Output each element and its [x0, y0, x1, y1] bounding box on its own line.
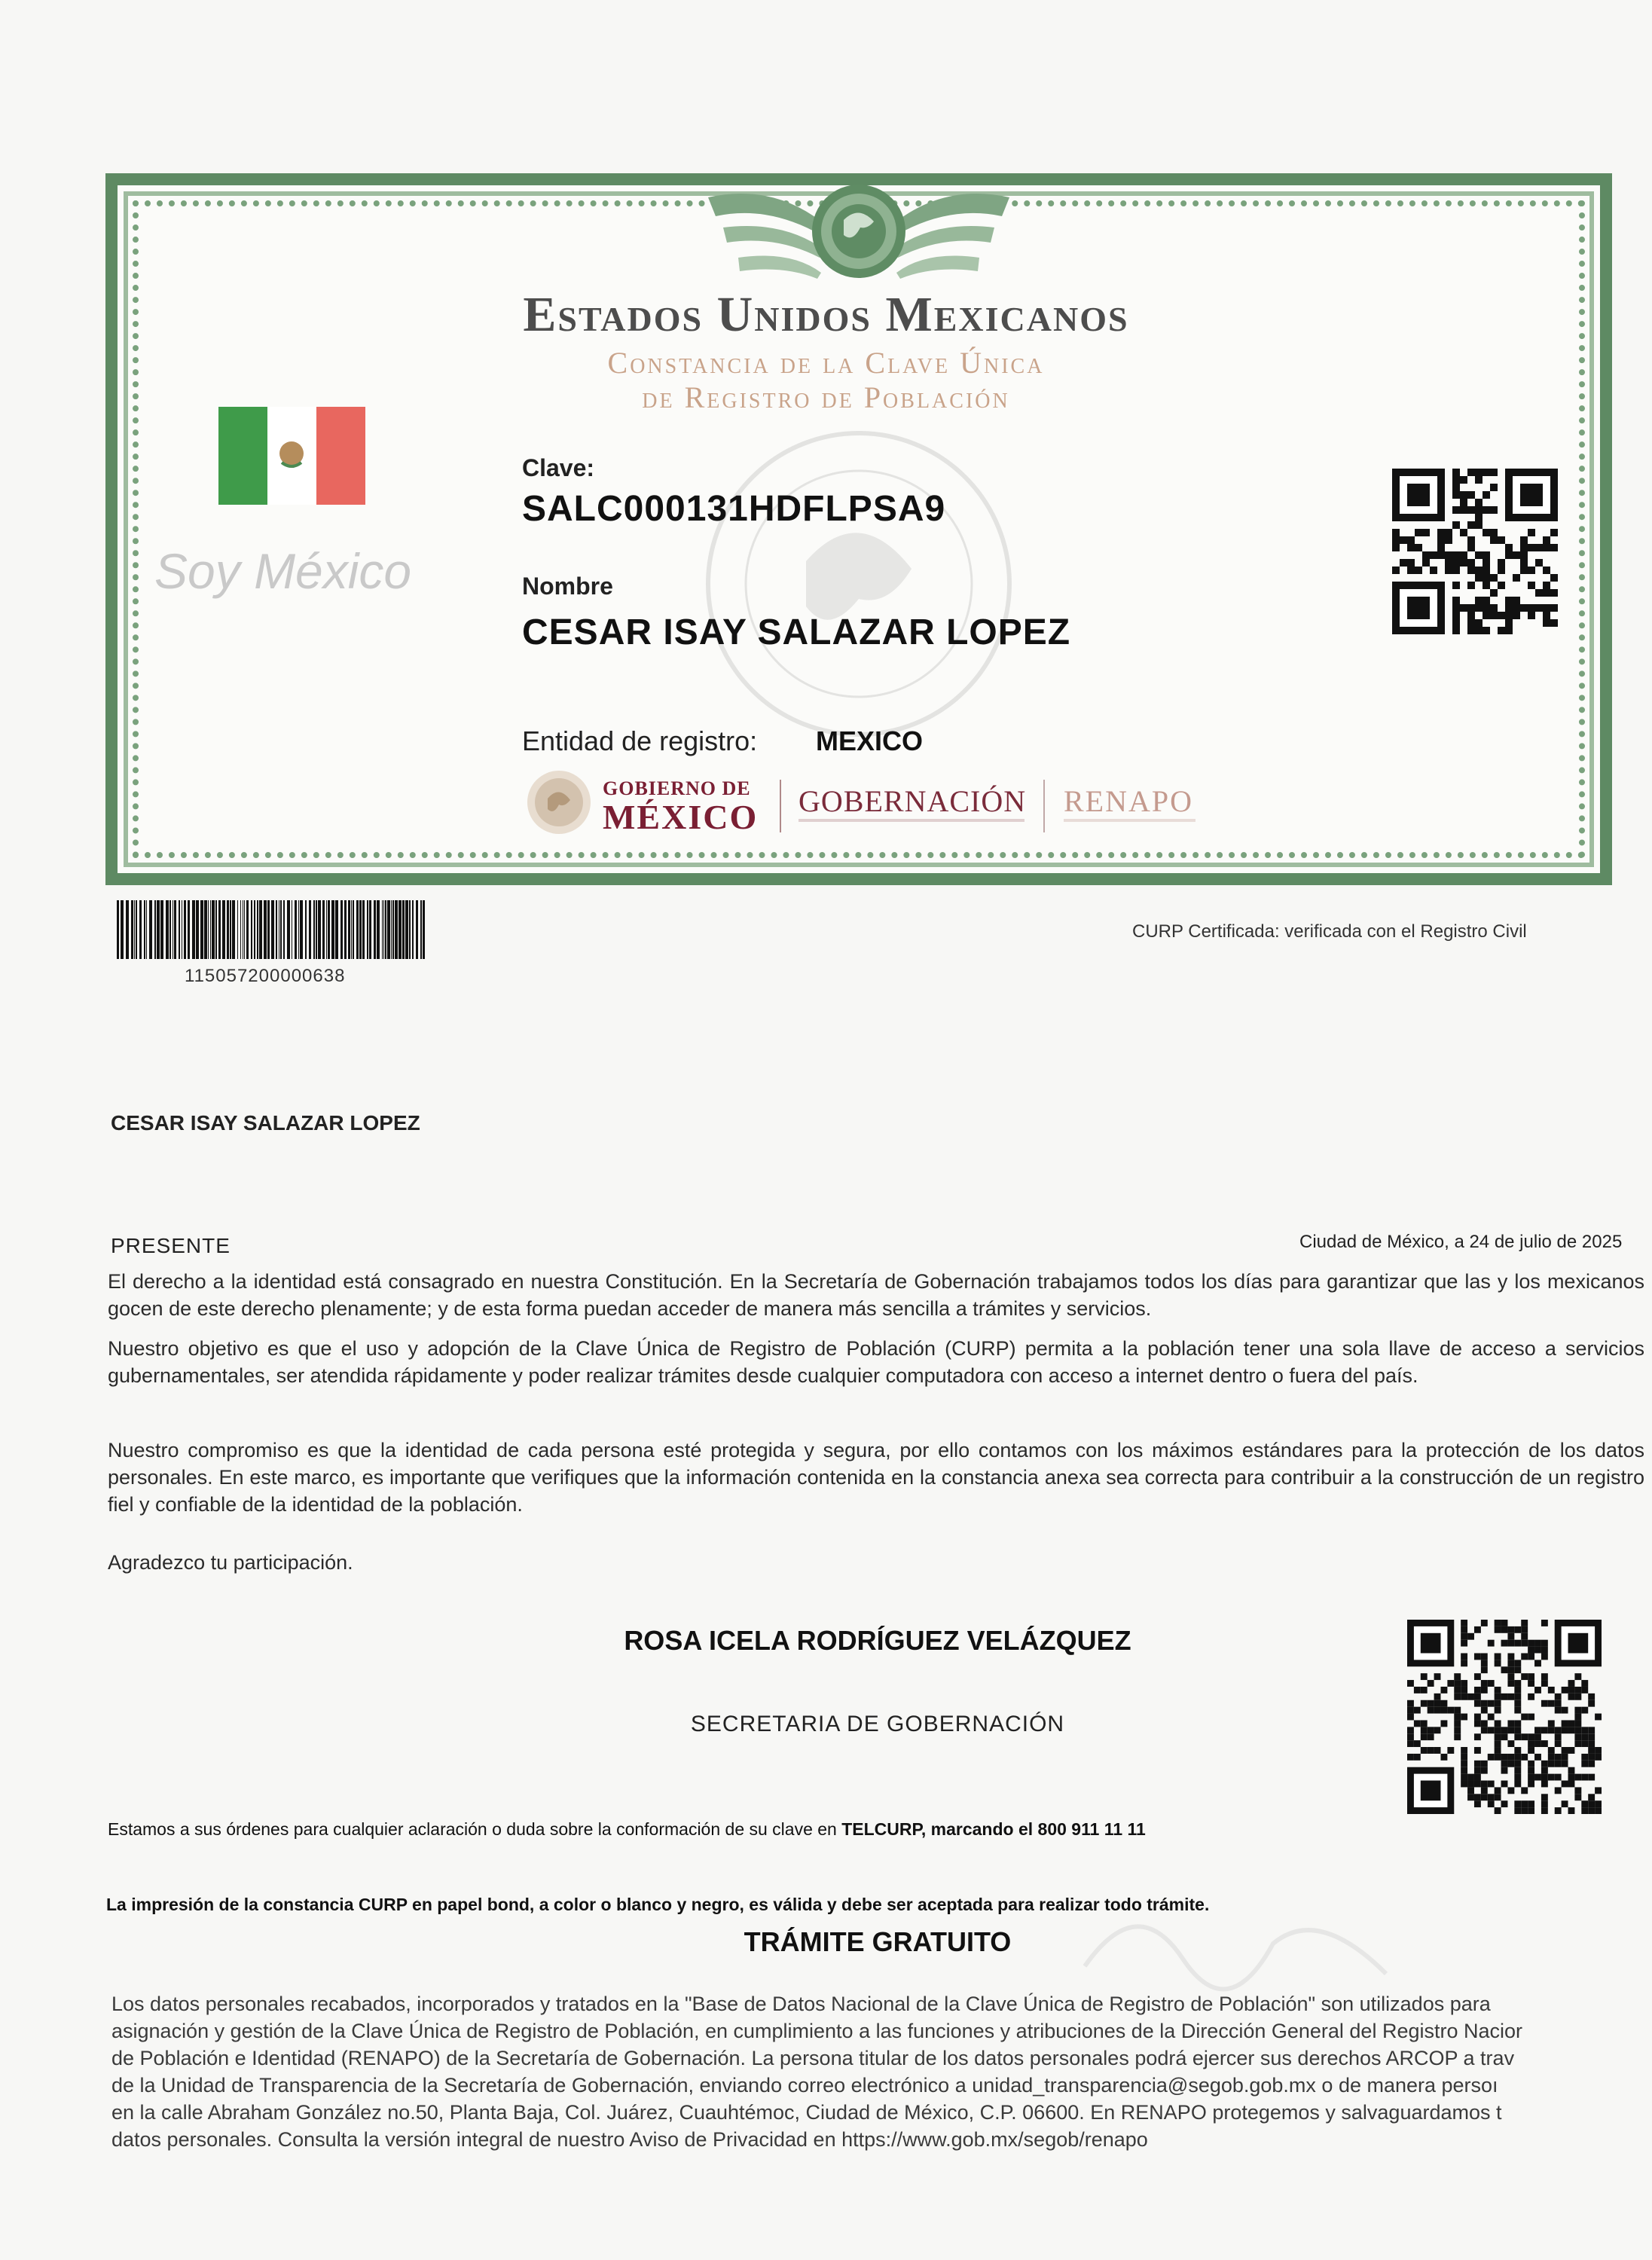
- privacy-line: datos personales. Consulta la versión integral de nuestro Aviso de Privacidad en https://www.gob.mx/segob/renapo: [111, 2128, 1148, 2151]
- certificate-subtitle-line1: Constancia de la Clave Única: [607, 346, 1045, 380]
- mexico-logo-text: MÉXICO: [603, 798, 759, 836]
- signer-name: ROSA ICELA RODRÍGUEZ VELÁZQUEZ: [624, 1625, 1131, 1656]
- privacy-line: Los datos personales recabados, incorporados y tratados en la "Base de Datos Nacional de la Clave Única de Registro de Población" son utilizados para: [111, 1993, 1491, 2015]
- eagle-watermark-icon: [655, 411, 1062, 757]
- entidad-label: Entidad de registro:: [522, 725, 758, 756]
- signer-title: SECRETARIA DE GOBERNACIÓN: [690, 1712, 1065, 1736]
- privacy-line: en la calle Abraham González no.50, Planta Baja, Col. Juárez, Cuauhtémoc, Ciudad de México, C.P. 06600. En RENAPO protegemos y salvaguardamos t: [111, 2101, 1502, 2124]
- nombre-value: CESAR ISAY SALAZAR LOPEZ: [522, 612, 1071, 652]
- signature-qr-code-icon: [1407, 1620, 1602, 1814]
- barcode-number: 115057200000638: [185, 966, 346, 986]
- renapo-logo: RENAPO: [1064, 784, 1194, 818]
- gobierno-de-logo-text: GOBIERNO DE: [603, 777, 751, 799]
- letter-paragraph: El derecho a la identidad está consagrado en nuestra Constitución. En la Secretaría de Gobernación trabajamos todos los días para garantizar que las y los mexicanos gocen de este derecho plenamente; y de esta forma puedan acceder de manera más sencilla a trámites y servicios.: [108, 1270, 1644, 1320]
- qr-code-icon: [1392, 469, 1558, 634]
- soy-mexico-slogan: Soy México: [154, 543, 412, 599]
- gobierno-seal-icon: [525, 768, 593, 836]
- clave-label: Clave:: [522, 454, 595, 481]
- mexican-flag-icon: [218, 407, 365, 505]
- logo-divider: [1043, 780, 1045, 832]
- gobernacion-logo: GOBERNACIÓN: [799, 784, 1027, 818]
- certificate-subtitle-line2: de Registro de Población: [642, 380, 1010, 414]
- curp-value: SALC000131HDFLPSA9: [522, 489, 946, 529]
- barcode-icon: [117, 900, 429, 959]
- letter-presente: PRESENTE: [111, 1234, 231, 1257]
- telcurp-phone: TELCURP, marcando el 800 911 11 11: [841, 1819, 1146, 1839]
- renapo-logo-underline: [1064, 819, 1195, 822]
- privacy-line: asignación y gestión de la Clave Única de Registro de Población, en cumplimiento a las funciones y atribuciones de la Dirección General del Registro Nacior: [111, 2020, 1523, 2042]
- letter-addressee: CESAR ISAY SALAZAR LOPEZ: [111, 1111, 420, 1135]
- certificate-title: Estados Unidos Mexicanos: [523, 287, 1129, 342]
- privacy-line: de Población e Identidad (RENAPO) de la Secretaría de Gobernación. La persona titular de los datos personales podrá ejercer sus derechos ARCOP a trav: [111, 2047, 1515, 2069]
- contact-text: Estamos a sus órdenes para cualquier aclaración o duda sobre la conformación de su clave en: [108, 1819, 842, 1839]
- letter-closing: Agradezco tu participación.: [108, 1551, 353, 1574]
- contact-info: [108, 1819, 1146, 1840]
- gobernacion-logo-underline: [799, 819, 1024, 822]
- privacy-notice: [111, 1990, 1644, 2153]
- national-crest-icon: [693, 175, 1024, 288]
- letter-paragraph: Nuestro objetivo es que el uso y adopción de la Clave Única de Registro de Población (CURP) permita a la población tener una sola llave de acceso a servicios gubernamentales, ser atendida rápidamente y poder realizar trámites desde cualquier computadora con acceso a internet dentro o fuera del país.: [108, 1337, 1644, 1387]
- letter-paragraph: Nuestro compromiso es que la identidad de cada persona esté protegida y segura, por ello contamos con los máximos estándares para la protección de los datos personales. En este marco, es importante que verifiques que la información contenida en la constancia anexa sea correcta para contribuir a la construcción de un registro fiel y confiable de la identidad de la población.: [108, 1439, 1644, 1516]
- letter-place-date: Ciudad de México, a 24 de julio de 2025: [1299, 1232, 1623, 1252]
- logo-divider: [780, 780, 781, 832]
- curp-certification-status: CURP Certificada: verificada con el Registro Civil: [1132, 921, 1527, 942]
- entidad-value: MEXICO: [816, 725, 924, 756]
- nombre-label: Nombre: [522, 573, 613, 600]
- validity-note: La impresión de la constancia CURP en papel bond, a color o blanco y negro, es válida y debe ser aceptada para realizar todo trámite.: [106, 1895, 1210, 1914]
- privacy-line: de la Unidad de Transparencia de la Secretaría de Gobernación, enviando correo electrónico a unidad_transparencia@segob.gob.mx o de manera persoı: [111, 2074, 1498, 2097]
- free-procedure-notice: TRÁMITE GRATUITO: [744, 1926, 1012, 1957]
